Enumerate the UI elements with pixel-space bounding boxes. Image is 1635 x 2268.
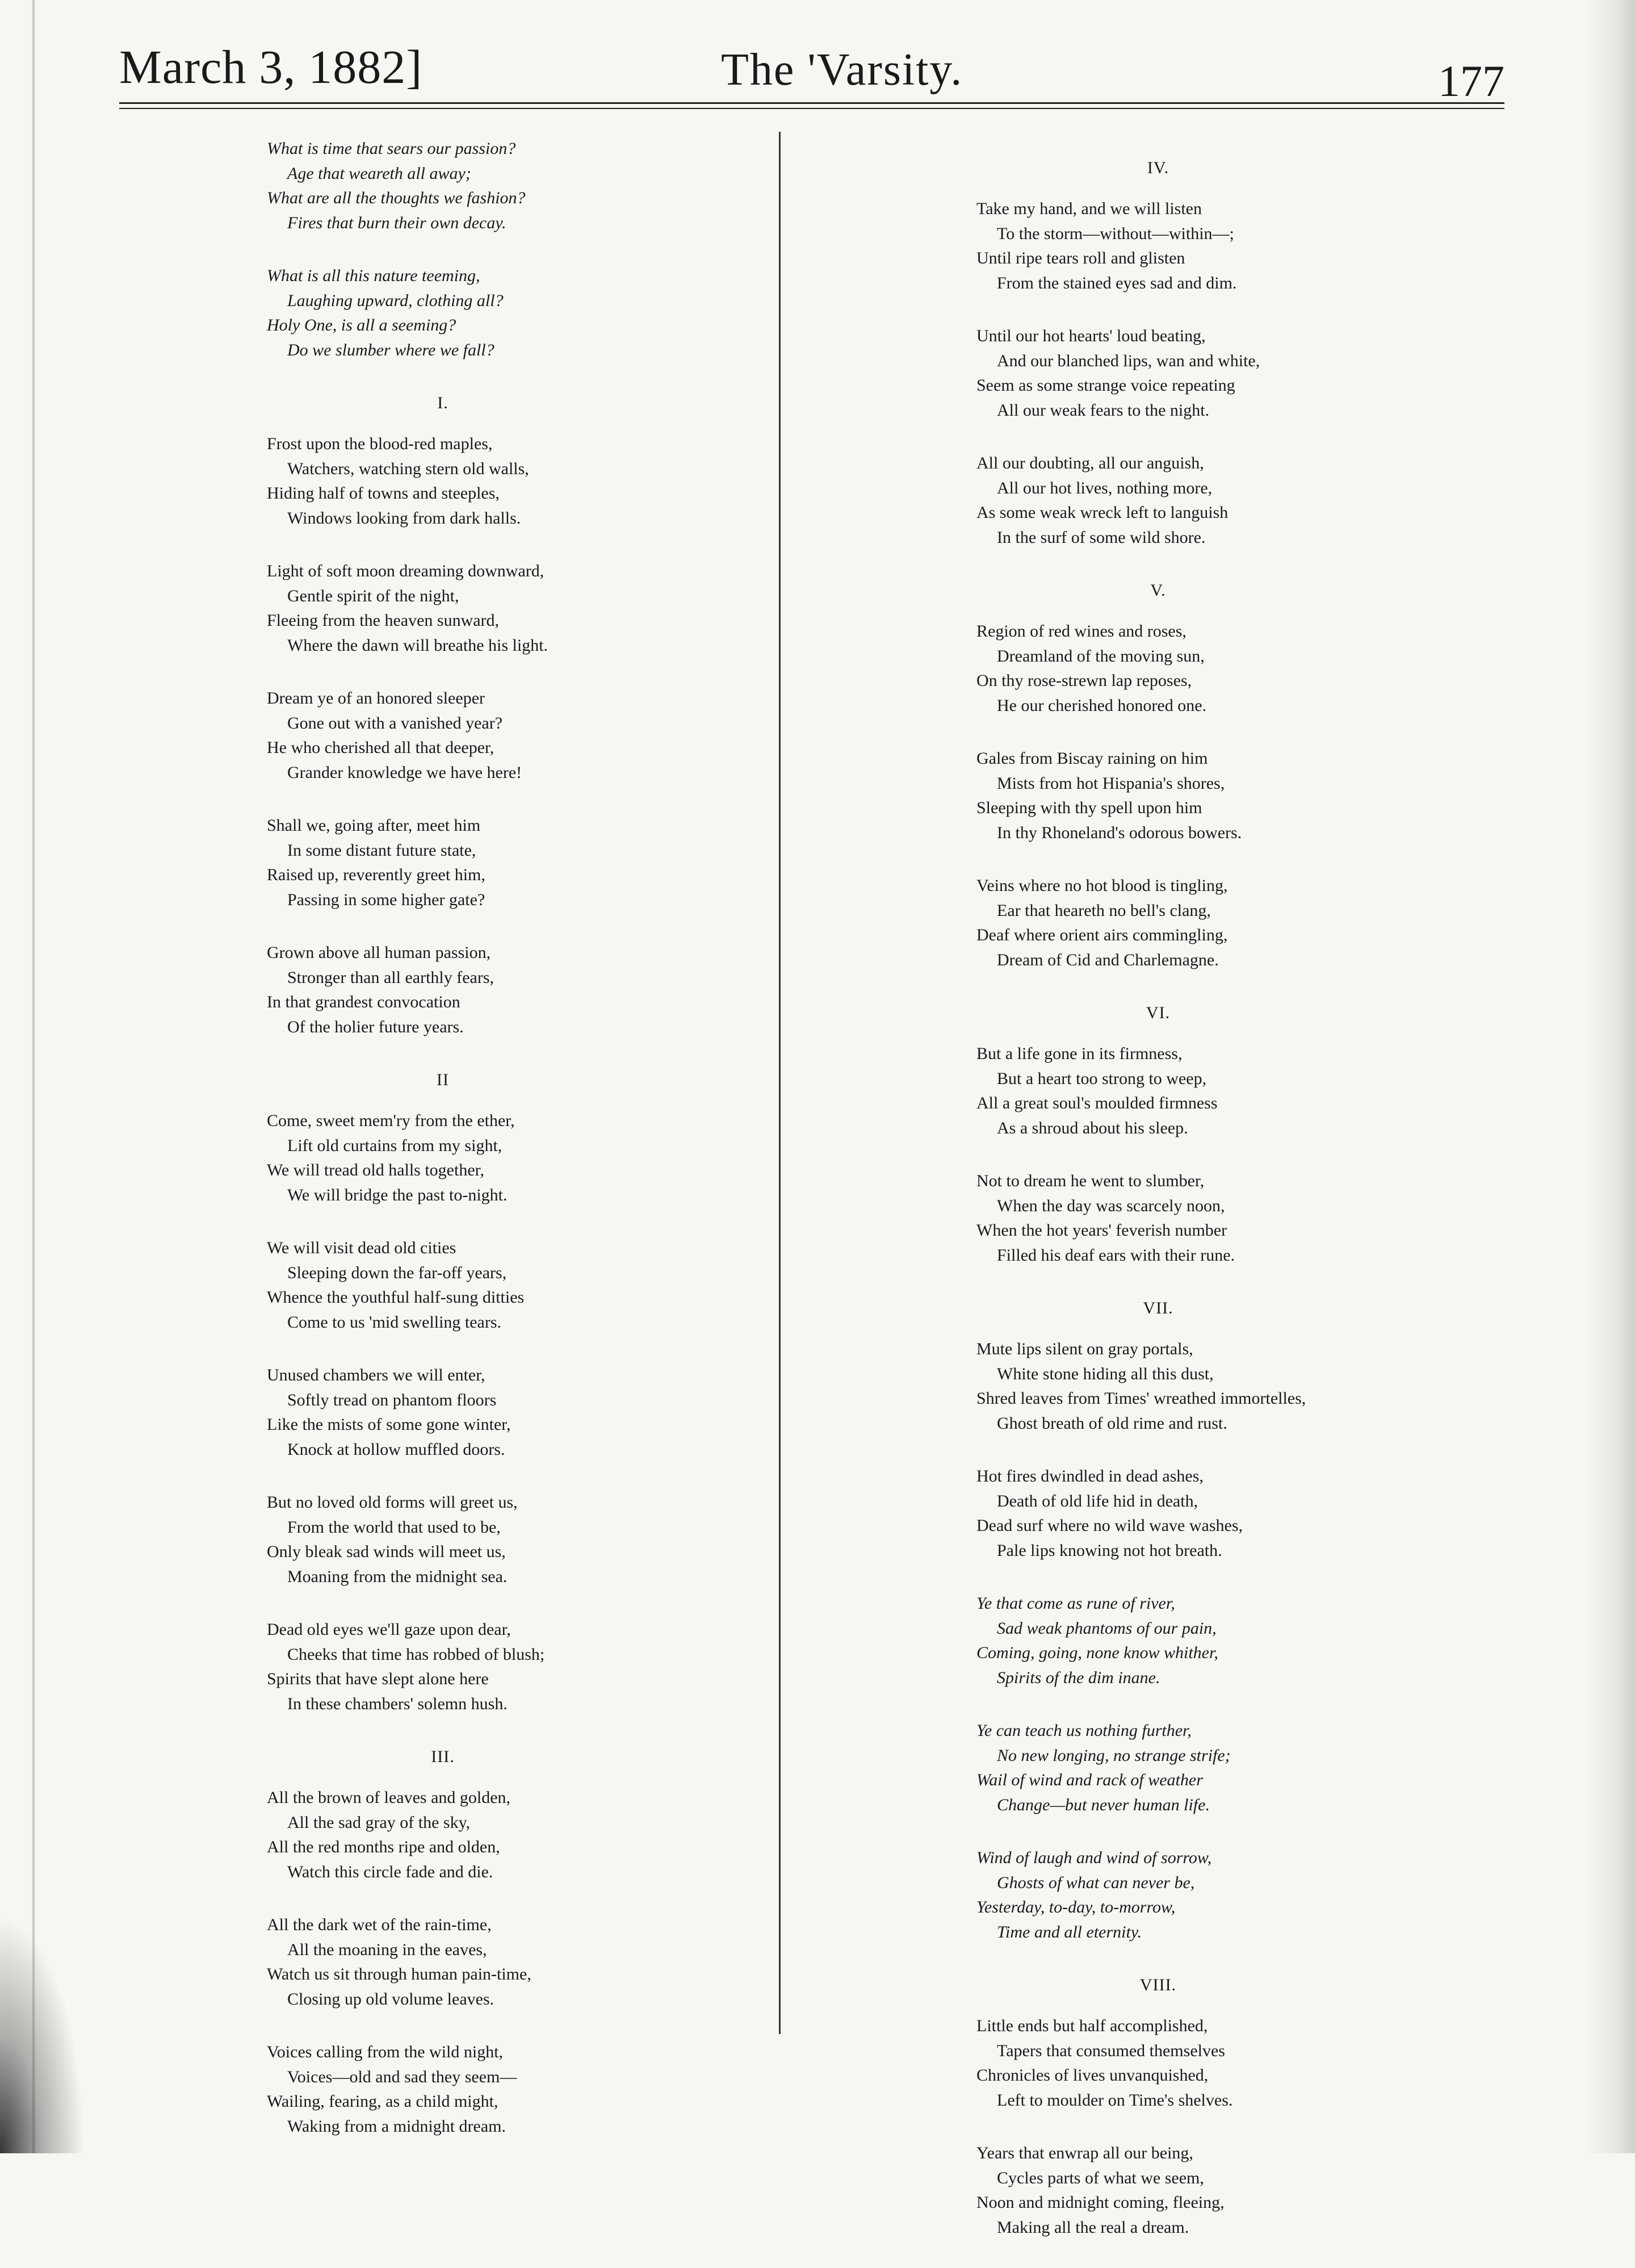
poem-line: From the world that used to be, — [287, 1517, 501, 1537]
poem-line: We will tread old halls together, — [267, 1161, 484, 1179]
poem-stanza — [976, 619, 1601, 718]
poem-section — [976, 1973, 1601, 2240]
poem-line: In thy Rhoneland's odorous bowers. — [997, 823, 1242, 842]
poem-stanza — [976, 873, 1601, 972]
poem-line: All the brown of leaves and golden, — [267, 1788, 511, 1807]
poem-line: Closing up old volume leaves. — [287, 1989, 494, 2008]
poem-line: All the red months ripe and olden, — [267, 1838, 500, 1856]
section-heading: V. — [1150, 581, 1166, 600]
poem-line: On thy rose-strewn lap reposes, — [976, 671, 1192, 690]
poem-line: Fleeing from the heaven sunward, — [267, 611, 500, 630]
poem-line: Veins where no hot blood is tingling, — [976, 876, 1228, 895]
poem-line: In the surf of some wild shore. — [997, 528, 1206, 547]
poem-section — [267, 1744, 891, 2139]
poem-stanza — [976, 451, 1601, 550]
poem-line: Only bleak sad winds will meet us, — [267, 1542, 506, 1561]
poem-stanza — [976, 1041, 1601, 1140]
page-number: 177 — [1438, 56, 1504, 106]
poem-stanza — [976, 746, 1601, 845]
poem-line: Gales from Biscay raining on him — [976, 749, 1208, 768]
issue-date: March 3, 1882] — [119, 41, 423, 94]
poem-line: Deaf where orient airs commingling, — [976, 926, 1228, 944]
poem-line: Whence the youthful half-sung ditties — [267, 1288, 525, 1307]
poem-line: Noon and midnight coming, fleeing, — [976, 2193, 1225, 2212]
poem-line: Tapers that consumed themselves — [997, 2041, 1225, 2060]
poem-line: All the moaning in the eaves, — [287, 1940, 487, 1959]
left-sections — [267, 391, 891, 2139]
poem-line: All a great soul's moulded firmness — [976, 1094, 1218, 1112]
poem-line: Of the holier future years. — [287, 1017, 464, 1036]
poem-line: Wailing, fearing, as a child might, — [267, 2092, 498, 2111]
poem-line: Windows looking from dark halls. — [287, 508, 521, 528]
poem-line: Passing in some higher gate? — [287, 890, 485, 909]
poem-line: Dream ye of an honored sleeper — [267, 689, 485, 708]
poem-stanza — [976, 2014, 1601, 2112]
poem-line: Seem as some strange voice repeating — [976, 376, 1235, 395]
poem-stanza — [267, 136, 891, 235]
poem-line: In that grandest convocation — [267, 993, 460, 1011]
poem-stanza — [976, 1169, 1601, 1267]
poem-stanza — [267, 1617, 891, 1716]
poem-stanza — [267, 559, 891, 658]
poem-line: Death of old life hid in death, — [997, 1491, 1198, 1510]
poem-line: As a shroud about his sleep. — [997, 1118, 1188, 1137]
section-heading: I. — [437, 394, 448, 412]
poem-stanza — [267, 813, 891, 912]
poem-section — [267, 391, 891, 1039]
poem-line: Sad weak phantoms of our pain, — [997, 1618, 1217, 1638]
poem-line: When the day was scarcely noon, — [997, 1196, 1225, 1215]
poem-line: Shall we, going after, meet him — [267, 816, 481, 835]
poem-stanza — [267, 940, 891, 1039]
poem-line: But a heart too strong to weep, — [997, 1069, 1207, 1088]
poem-line: Knock at hollow muffled doors. — [287, 1440, 505, 1459]
poem-line: Watchers, watching stern old walls, — [287, 459, 529, 478]
poem-line: Ye that come as rune of river, — [976, 1594, 1175, 1613]
poem-section — [267, 1068, 891, 1716]
section-heading: II — [437, 1070, 449, 1089]
poem-line: Cheeks that time has robbed of blush; — [287, 1644, 545, 1664]
poem-stanza — [267, 1913, 891, 2011]
poem-line: Pale lips knowing not hot breath. — [997, 1541, 1222, 1560]
poem-line: Gentle spirit of the night, — [287, 586, 459, 605]
poem-line: All our hot lives, nothing more, — [997, 478, 1213, 497]
poem-stanza — [976, 1337, 1601, 1436]
poem-line: And our blanched lips, wan and white, — [997, 351, 1260, 370]
column-divider — [779, 132, 781, 2034]
poem-stanza — [976, 1591, 1601, 1690]
poem-line: Laughing upward, clothing all? — [287, 291, 504, 310]
poem-line: Region of red wines and roses, — [976, 622, 1187, 641]
poem-line: Making all the real a dream. — [997, 2217, 1189, 2237]
poem-line: To the storm—without—within—; — [997, 224, 1234, 243]
poem-line: Watch this circle fade and die. — [287, 1862, 493, 1881]
poem-line: What are all the thoughts we fashion? — [267, 189, 526, 207]
poem-line: Years that enwrap all our being, — [976, 2144, 1193, 2162]
section-heading: VIII. — [1139, 1976, 1177, 1994]
right-sections — [976, 156, 1601, 2240]
poem-section — [976, 156, 1601, 550]
poem-line: Voices—old and sad they seem— — [287, 2067, 517, 2086]
poem-line: Filled his deaf ears with their rune. — [997, 1245, 1235, 1265]
header-rule-thick — [119, 102, 1504, 104]
poem-line: Dead surf where no wild wave washes, — [976, 1516, 1243, 1535]
poem-stanza — [267, 1363, 891, 1462]
poem-line: Grown above all human passion, — [267, 943, 491, 962]
poem-line: Yesterday, to-day, to-morrow, — [976, 1898, 1176, 1916]
poem-line: As some weak wreck left to languish — [976, 503, 1229, 522]
poem-line: Sleeping down the far-off years, — [287, 1263, 507, 1282]
poem-line: Ear that heareth no bell's clang, — [997, 901, 1211, 920]
poem-stanza — [976, 1464, 1601, 1563]
poem-line: He our cherished honored one. — [997, 696, 1207, 715]
publication-title: The 'Varsity. — [721, 45, 963, 95]
poem-line: Until our hot hearts' loud beating, — [976, 327, 1206, 345]
poem-stanza — [267, 1490, 891, 1589]
poem-line: What is time that sears our passion? — [267, 139, 516, 158]
poem-line: Sleeping with thy spell upon him — [976, 798, 1202, 817]
header-rule-thin — [119, 108, 1504, 109]
section-heading: VI. — [1146, 1003, 1171, 1022]
poem-line: Where the dawn will breathe his light. — [287, 635, 548, 655]
poem-line: Left to moulder on Time's shelves. — [997, 2090, 1233, 2110]
poem-line: Mists from hot Hispania's shores, — [997, 773, 1225, 793]
poem-line: Light of soft moon dreaming downward, — [267, 562, 544, 580]
right-column — [976, 152, 1601, 2268]
poem-line: Cycles parts of what we seem, — [997, 2168, 1204, 2187]
poem-line: All the sad gray of the sky, — [287, 1813, 471, 1832]
poem-line: Dead old eyes we'll gaze upon dear, — [267, 1620, 511, 1639]
poem-stanza — [267, 2040, 891, 2139]
poem-line: Fires that burn their own decay. — [287, 213, 506, 232]
poem-line: But a life gone in its firmness, — [976, 1044, 1183, 1063]
poem-line: Spirits that have slept alone here — [267, 1669, 489, 1688]
poem-line: Grander knowledge we have here! — [287, 763, 522, 782]
poem-line: Frost upon the blood-red maples, — [267, 434, 493, 453]
poem-line: Time and all eternity. — [997, 1922, 1142, 1941]
poem-line: Unused chambers we will enter, — [267, 1366, 485, 1384]
poem-line: He who cherished all that deeper, — [267, 738, 494, 757]
poem-line: Holy One, is all a seeming? — [267, 316, 456, 334]
poem-stanza — [267, 432, 891, 530]
poem-line: Ye can teach us nothing further, — [976, 1721, 1192, 1740]
poem-line: What is all this nature teeming, — [267, 266, 480, 285]
poem-line: No new longing, no strange strife; — [997, 1746, 1231, 1765]
poem-stanza — [267, 263, 891, 362]
poem-line: Like the mists of some gone winter, — [267, 1415, 511, 1434]
poem-line: In these chambers' solemn hush. — [287, 1694, 508, 1713]
poem-line: Softly tread on phantom floors — [287, 1390, 497, 1409]
italic-prologue — [267, 136, 891, 362]
poem-stanza — [267, 1236, 891, 1334]
poem-line: Hiding half of towns and steeples, — [267, 484, 500, 503]
corner-scan-shadow — [0, 1915, 85, 2153]
poem-line: Shred leaves from Times' wreathed immortelles, — [976, 1389, 1306, 1408]
section-heading: IV. — [1147, 158, 1169, 177]
poem-line: Come, sweet mem'ry from the ether, — [267, 1111, 515, 1130]
poem-line: Dream of Cid and Charlemagne. — [997, 950, 1219, 969]
poem-line: Mute lips silent on gray portals, — [976, 1340, 1193, 1358]
poem-line: Age that weareth all away; — [287, 164, 471, 183]
poem-line: Watch us sit through human pain-time, — [267, 1965, 531, 1984]
poem-stanza — [976, 1846, 1601, 1944]
poem-line: But no loved old forms will greet us, — [267, 1493, 518, 1512]
poem-stanza — [976, 324, 1601, 422]
section-heading: III. — [431, 1747, 455, 1766]
section-heading: VII. — [1143, 1299, 1173, 1317]
poem-line: In some distant future state, — [287, 840, 476, 860]
poem-line: Come to us 'mid swelling tears. — [287, 1312, 502, 1332]
poem-line: Until ripe tears roll and glisten — [976, 249, 1185, 267]
poem-line: We will visit dead old cities — [267, 1238, 456, 1257]
poem-section — [976, 1296, 1601, 1944]
poem-line: Wail of wind and rack of weather — [976, 1771, 1203, 1789]
poem-line: Gone out with a vanished year? — [287, 713, 503, 733]
poem-line: Raised up, reverently greet him, — [267, 865, 485, 884]
poem-stanza — [267, 1108, 891, 1207]
poem-line: Do we slumber where we fall? — [287, 340, 494, 359]
poem-line: Chronicles of lives unvanquished, — [976, 2066, 1209, 2085]
poem-line: Spirits of the dim inane. — [997, 1668, 1160, 1687]
poem-line: Moaning from the midnight sea. — [287, 1567, 508, 1586]
poem-line: Take my hand, and we will listen — [976, 199, 1202, 218]
page-header — [119, 34, 1504, 108]
poem-line: Ghost breath of old rime and rust. — [997, 1413, 1227, 1433]
poem-section — [976, 1001, 1601, 1267]
poem-section — [976, 578, 1601, 972]
poem-line: Stronger than all earthly fears, — [287, 968, 494, 987]
poem-line: Hot fires dwindled in dead ashes, — [976, 1467, 1204, 1486]
poem-line: Not to dream he went to slumber, — [976, 1171, 1205, 1190]
poem-stanza — [976, 2141, 1601, 2240]
poem-line: Voices calling from the wild night, — [267, 2043, 504, 2061]
poem-stanza — [976, 196, 1601, 295]
poem-line: Wind of laugh and wind of sorrow, — [976, 1848, 1212, 1867]
poem-line: Ghosts of what can never be, — [997, 1873, 1195, 1892]
left-column — [267, 136, 891, 2167]
poem-line: Lift old curtains from my sight, — [287, 1136, 502, 1155]
poem-line: White stone hiding all this dust, — [997, 1364, 1214, 1383]
poem-line: From the stained eyes sad and dim. — [997, 273, 1237, 292]
poem-line: Little ends but half accomplished, — [976, 2016, 1208, 2035]
poem-line: All our weak fears to the night. — [997, 400, 1210, 420]
poem-line: Change—but never human life. — [997, 1795, 1210, 1814]
poem-stanza — [976, 1718, 1601, 1817]
binding-gutter-shadow — [32, 0, 35, 2153]
poem-line: Dreamland of the moving sun, — [997, 646, 1205, 666]
poem-line: All our doubting, all our anguish, — [976, 454, 1204, 472]
poem-stanza — [267, 686, 891, 785]
poem-line: We will bridge the past to-night. — [287, 1185, 508, 1204]
poem-line: All the dark wet of the rain-time, — [267, 1915, 492, 1934]
poem-line: When the hot years' feverish number — [976, 1221, 1227, 1240]
poem-line: Coming, going, none know whither, — [976, 1643, 1218, 1662]
poem-line: Waking from a midnight dream. — [287, 2116, 506, 2136]
poem-stanza — [267, 1785, 891, 1884]
